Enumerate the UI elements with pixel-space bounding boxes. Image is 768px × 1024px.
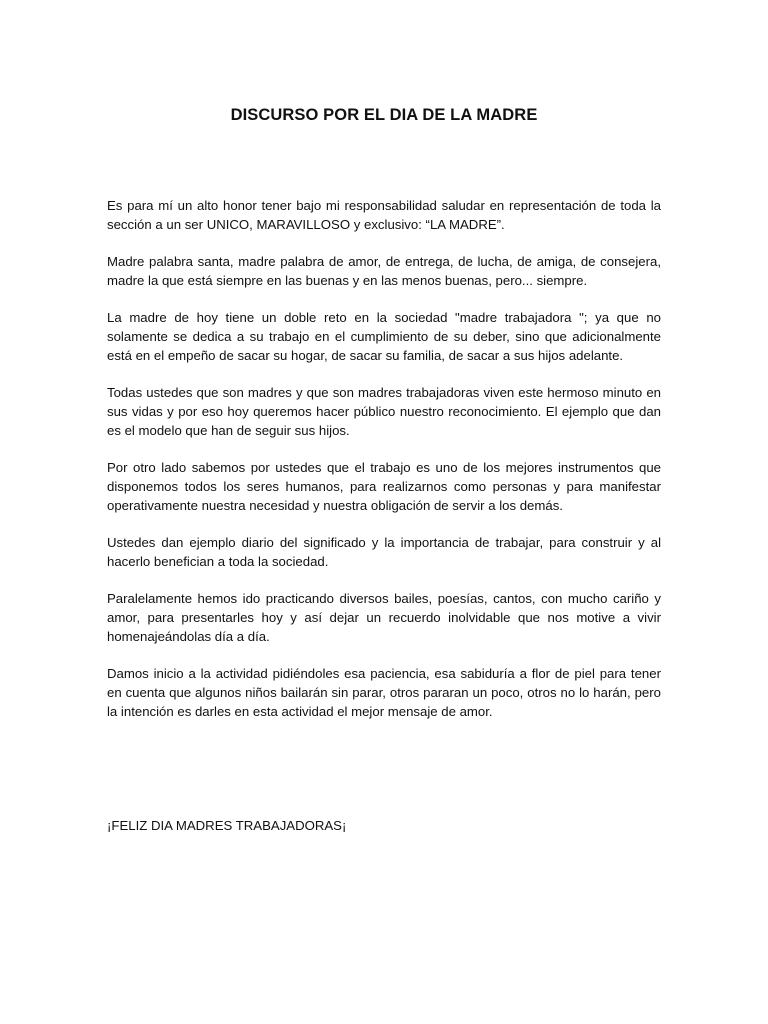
document-body — [107, 196, 661, 739]
paragraph-working-mothers: Todas ustedes que son madres y que son madres trabajadoras viven este hermoso minuto en sus vidas y por eso hoy queremos hacer público nuestro reconocimiento. El ejemplo que dan es el modelo que han de seguir sus hijos. — [107, 385, 661, 438]
paragraph-dances-poems: Paralelamente hemos ido practicando diversos bailes, poesías, cantos, con mucho cariño y amor, para presentarles hoy y así dejar un recuerdo inolvidable que nos motive a vivir homenajeándolas día a día. — [107, 591, 661, 644]
closing-line: ¡FELIZ DIA MADRES TRABAJADORAS¡ — [107, 818, 347, 833]
paragraph-mother-word: Madre palabra santa, madre palabra de amor, de entrega, de lucha, de amiga, de consejera, madre la que está siempre en las buenas y en las menos buenas, pero... siempre. — [107, 254, 661, 288]
paragraph-double-challenge: La madre de hoy tiene un doble reto en la sociedad "madre trabajadora "; ya que no solamente se dedica a su trabajo en el cumplimiento de su deber, sino que adicionalmente está en el empeño de sacar su hogar, de sacar su familia, de sacar a sus hijos adelante. — [107, 310, 661, 363]
document-title: DISCURSO POR EL DIA DE LA MADRE — [230, 106, 538, 124]
paragraph-activity-start: Damos inicio a la actividad pidiéndoles esa paciencia, esa sabiduría a flor de piel para tener en cuenta que algunos niños bailarán sin parar, otros pararan un poco, otros no lo harán, pero la intención es darles en esta actividad el mejor mensaje de amor. — [107, 666, 661, 719]
paragraph-daily-example: Ustedes dan ejemplo diario del significado y la importancia de trabajar, para construir y al hacerlo benefician a toda la sociedad. — [107, 535, 661, 569]
paragraph-greeting: Es para mí un alto honor tener bajo mi responsabilidad saludar en representación de toda la sección a un ser UNICO, MARAVILLOSO y exclusivo: “LA MADRE”. — [107, 198, 661, 232]
paragraph-work-instrument: Por otro lado sabemos por ustedes que el trabajo es uno de los mejores instrumentos que disponemos todos los seres humanos, para realizarnos como personas y para manifestar operativamente nuestra necesidad y nuestra obligación de servir a los demás. — [107, 460, 661, 513]
